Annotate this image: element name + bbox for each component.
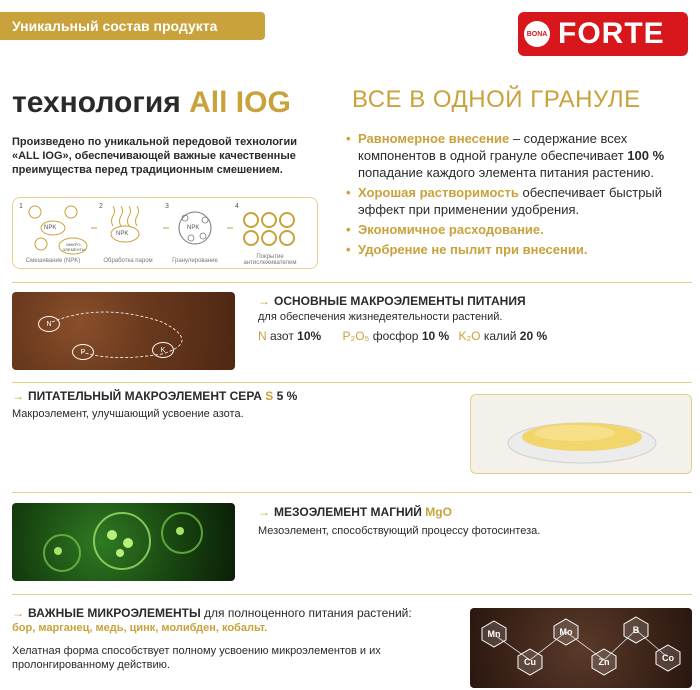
hex-mn [480,620,508,648]
arrow-icon: → [258,294,270,308]
micro-title [12,606,412,620]
element-value: 10% [297,329,322,343]
step-label: Смешивание (NPK) [25,258,81,264]
element-name: фосфор [369,329,422,343]
element-symbol: K₂O [458,329,481,343]
element-symbol: N [258,329,267,343]
technology-title-prefix: технология [12,86,190,119]
cells-illustration [12,503,235,581]
arrow-icon: → [12,606,24,620]
hex-zn [590,648,618,676]
element-symbol: Cu [524,657,536,667]
macro-n [258,329,321,343]
macro-title-text: ОСНОВНЫЕ МАКРОЭЛЕМЕНТЫ ПИТАНИЯ [274,294,526,308]
technology-description: Произведено по уникальной передовой технологии «ALL IOG», обеспечивающей важные качественные преимущества перед традиционным смешением. [12,136,298,176]
npk-label: NPK [187,225,200,231]
magnesium-text: Мезоэлемент, способствующий процессу фотосинтеза. [258,525,541,537]
mikro-label: МИКРО-ЭЛЕМЕНТЫ [62,242,86,252]
hex-b [622,616,650,644]
element-name: калий [480,329,520,343]
sulfur-image [470,394,692,474]
brand-logo [518,12,688,56]
hex-mo [552,618,580,646]
macro-subtitle: для обеспечения жизнедеятельности растений. [258,311,503,323]
list-item [344,241,694,258]
micro-elements-image [470,608,692,688]
step-label: Покрытие антислеживателем [243,254,297,266]
hex-co [654,644,682,672]
element-value: 5 % [273,389,298,403]
bullet-text: обеспечивает быстрый эффект при применении удобрения. [358,185,663,217]
list-item [344,130,694,181]
step-number: 1 [19,203,23,210]
element-symbol: Mo [559,627,573,637]
logo-badge: BONA [524,21,550,47]
granule-title: ВСЕ В ОДНОЙ ГРАНУЛЕ [352,86,641,113]
divider [12,492,692,493]
element-symbol: Co [662,653,674,663]
micro-title-rest: для полноценного питания растений: [200,606,412,620]
micro-title-text: ВАЖНЫЕ МИКРОЭЛЕМЕНТЫ [28,606,201,620]
technology-title-accent: All IOG [189,86,291,119]
micro-text: Хелатная форма способствует полному усвоению микроэлементов и их пролонгированному действию. [12,645,381,671]
step-number: 3 [165,203,169,210]
divider [12,594,692,595]
npk-label: NPK [44,225,57,231]
bullet-highlight: Хорошая растворимость [358,185,519,200]
step-number: 2 [99,203,103,210]
arrow-icon: → [12,389,24,403]
top-banner [0,12,265,40]
cells-image [12,503,235,581]
step-label: Обработка паром [103,258,153,264]
bullet-highlight: Экономичное расходование. [358,222,544,237]
element-symbol: P₂O₅ [342,329,370,343]
bullet-text: попадание каждого элемента питания растению. [358,165,655,180]
arrow-icon: → [258,505,270,519]
macro-k [459,329,548,343]
element-symbol: Mn [487,629,501,639]
bullet-highlight: Удобрение не пылит при внесении. [358,242,588,257]
node-k: K [152,342,174,358]
element-name: азот [266,329,298,343]
bullet-text: – содержание всех компонентов в одной грануле обеспечивает [358,131,628,163]
hex-cu [516,648,544,676]
sulfur-text: Макроэлемент, улучшающий усвоение азота. [12,408,244,420]
bullet-bold: 100 % [627,148,665,163]
element-symbol: B [632,625,640,635]
element-value: 20 % [519,329,548,343]
node-n: N [38,316,60,332]
banner-text: Уникальный состав продукта [12,18,218,34]
soil-image [12,292,235,370]
sulfur-title [12,389,297,403]
magnesium-title [258,505,452,519]
element-symbol: Zn [598,657,610,667]
step-label: Гранулирование [172,258,218,264]
micro-list: бор, марганец, медь, цинк, молибден, кобальт. [12,622,268,634]
magnesium-title-text: МЕЗОЭЛЕМЕНТ МАГНИЙ [274,505,426,519]
macro-title [258,294,526,308]
benefits-list [344,130,694,261]
list-item [344,221,694,238]
step-number: 4 [235,203,239,210]
element-symbol: MgO [425,505,452,519]
node-p: P [72,344,94,360]
npk-label: NPK [116,231,129,237]
petri-dish-illustration [471,395,692,474]
element-symbol: S [265,389,274,403]
list-item [344,184,694,218]
bullet-highlight: Равномерное внесение [358,131,510,146]
divider [12,282,692,283]
element-value: 10 % [421,329,450,343]
sulfur-title-text: ПИТАТЕЛЬНЫЙ МАКРОЭЛЕМЕНТ СЕРА [28,389,266,403]
macro-values [258,329,547,343]
logo-text: FORTE [558,17,665,50]
process-diagram [12,197,318,269]
divider [12,382,692,383]
technology-title [12,86,291,120]
macro-p [343,329,450,343]
